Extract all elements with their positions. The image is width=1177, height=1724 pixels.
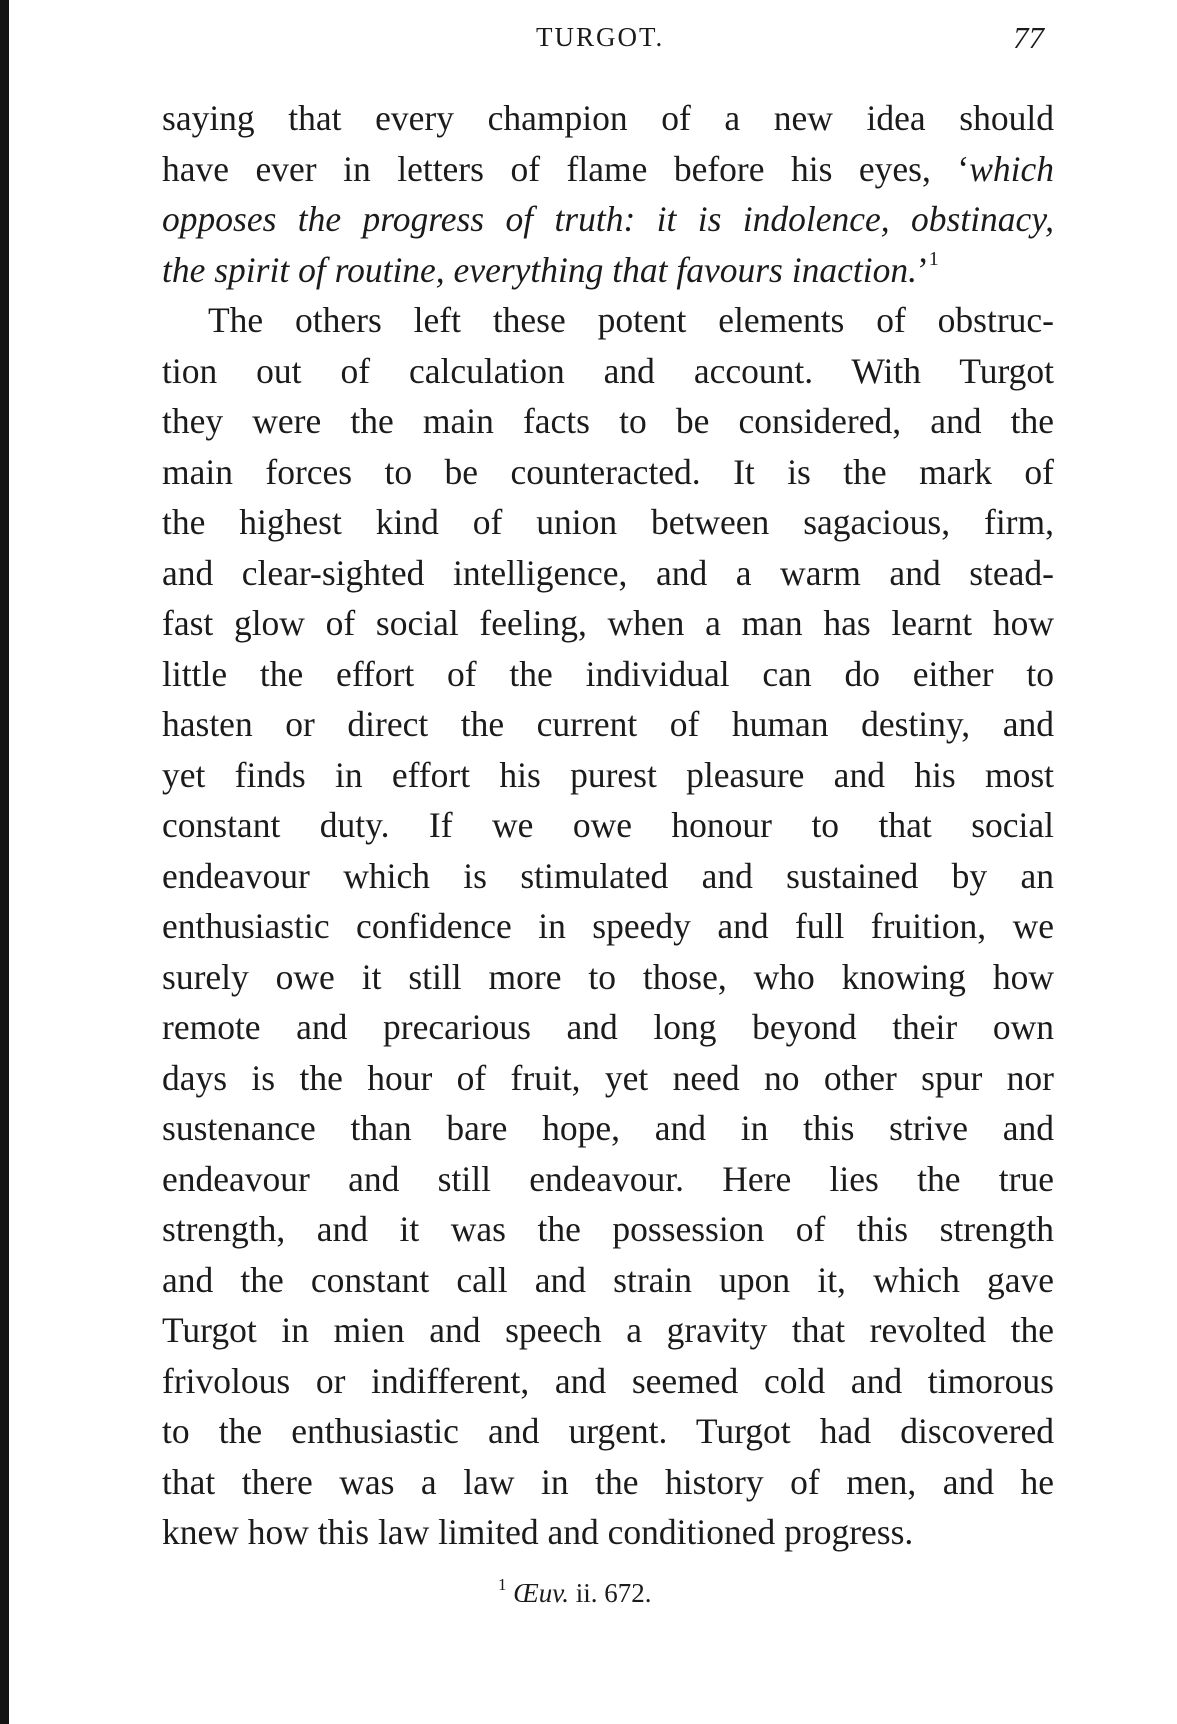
text-line: the highest kind of union between sagacious, firm, (162, 502, 1054, 542)
quote-close: ’ (916, 249, 929, 290)
text-line: and clear-sighted intelligence, and a warm and stead- (162, 552, 1054, 593)
footnote-reference-text: ii. 672. (568, 1578, 652, 1608)
text-line: Turgot in mien and speech a gravity that revolted the (162, 1310, 1054, 1350)
text-line: hasten or direct the current of human destiny, and (162, 704, 1054, 744)
text-line: frivolous or indifferent, and seemed cold and timorous (162, 1360, 1054, 1401)
quote-italic: which (969, 148, 1054, 189)
text-line: sustenance than bare hope, and in this strive and (162, 1108, 1054, 1148)
text-line: endeavour and still endeavour. Here lies the true (162, 1158, 1054, 1199)
text-line (162, 144, 1054, 195)
book-spine-shadow (0, 0, 9, 1724)
paragraph-1 (162, 93, 1054, 295)
paragraph-2 (162, 295, 1054, 1558)
text-line: that there was a law in the history of men, and he (162, 1461, 1054, 1502)
text-line: main forces to be counteracted. It is the mark of (162, 451, 1054, 492)
quote-lead-in: have ever in letters of flame before his eyes, ‘ (162, 148, 970, 189)
footnote-work: Œuv. (513, 1578, 569, 1608)
text-line: strength, and it was the possession of this strength (162, 1209, 1054, 1249)
running-head-title: TURGOT. (536, 22, 665, 52)
text-line: saying that every champion of a new idea should (162, 98, 1054, 138)
text-line: endeavour which is stimulated and sustained by an (162, 855, 1054, 896)
text-line: knew how this law limited and conditioned progress. (162, 1512, 914, 1552)
page-number: 77 (1013, 20, 1044, 55)
body-text (162, 93, 1054, 1558)
quote-italic: the spirit of routine, everything that favours inaction. (162, 249, 917, 290)
text-line: surely owe it still more to those, who knowing how (162, 956, 1054, 997)
text-line: fast glow of social feeling, when a man has learnt how (162, 603, 1054, 643)
text-line: tion out of calculation and account. With Turgot (162, 350, 1054, 391)
footnote-marker: 1 (498, 1575, 507, 1594)
text-line: days is the hour of fruit, yet need no other spur nor (162, 1057, 1054, 1098)
text-line (162, 245, 1054, 296)
text-line: yet finds in effort his purest pleasure and his most (162, 754, 1054, 795)
text-line: constant duty. If we owe honour to that social (162, 805, 1054, 845)
text-line: they were the main facts to be considered, and the (162, 401, 1054, 441)
footnote (498, 1575, 652, 1609)
text-line: opposes the progress of truth: it is indolence, obstinacy, (162, 199, 1054, 239)
running-head (0, 22, 1177, 62)
footnote-reference: 1 (928, 247, 939, 270)
text-line: and the constant call and strain upon it, which gave (162, 1259, 1054, 1300)
text-line: to the enthusiastic and urgent. Turgot had discovered (162, 1411, 1054, 1451)
text-line: little the effort of the individual can do either to (162, 653, 1054, 694)
text-line: The others left these potent elements of obstruc- (208, 300, 1054, 340)
text-line: remote and precarious and long beyond their own (162, 1007, 1054, 1047)
text-line: enthusiastic confidence in speedy and full fruition, we (162, 906, 1054, 946)
